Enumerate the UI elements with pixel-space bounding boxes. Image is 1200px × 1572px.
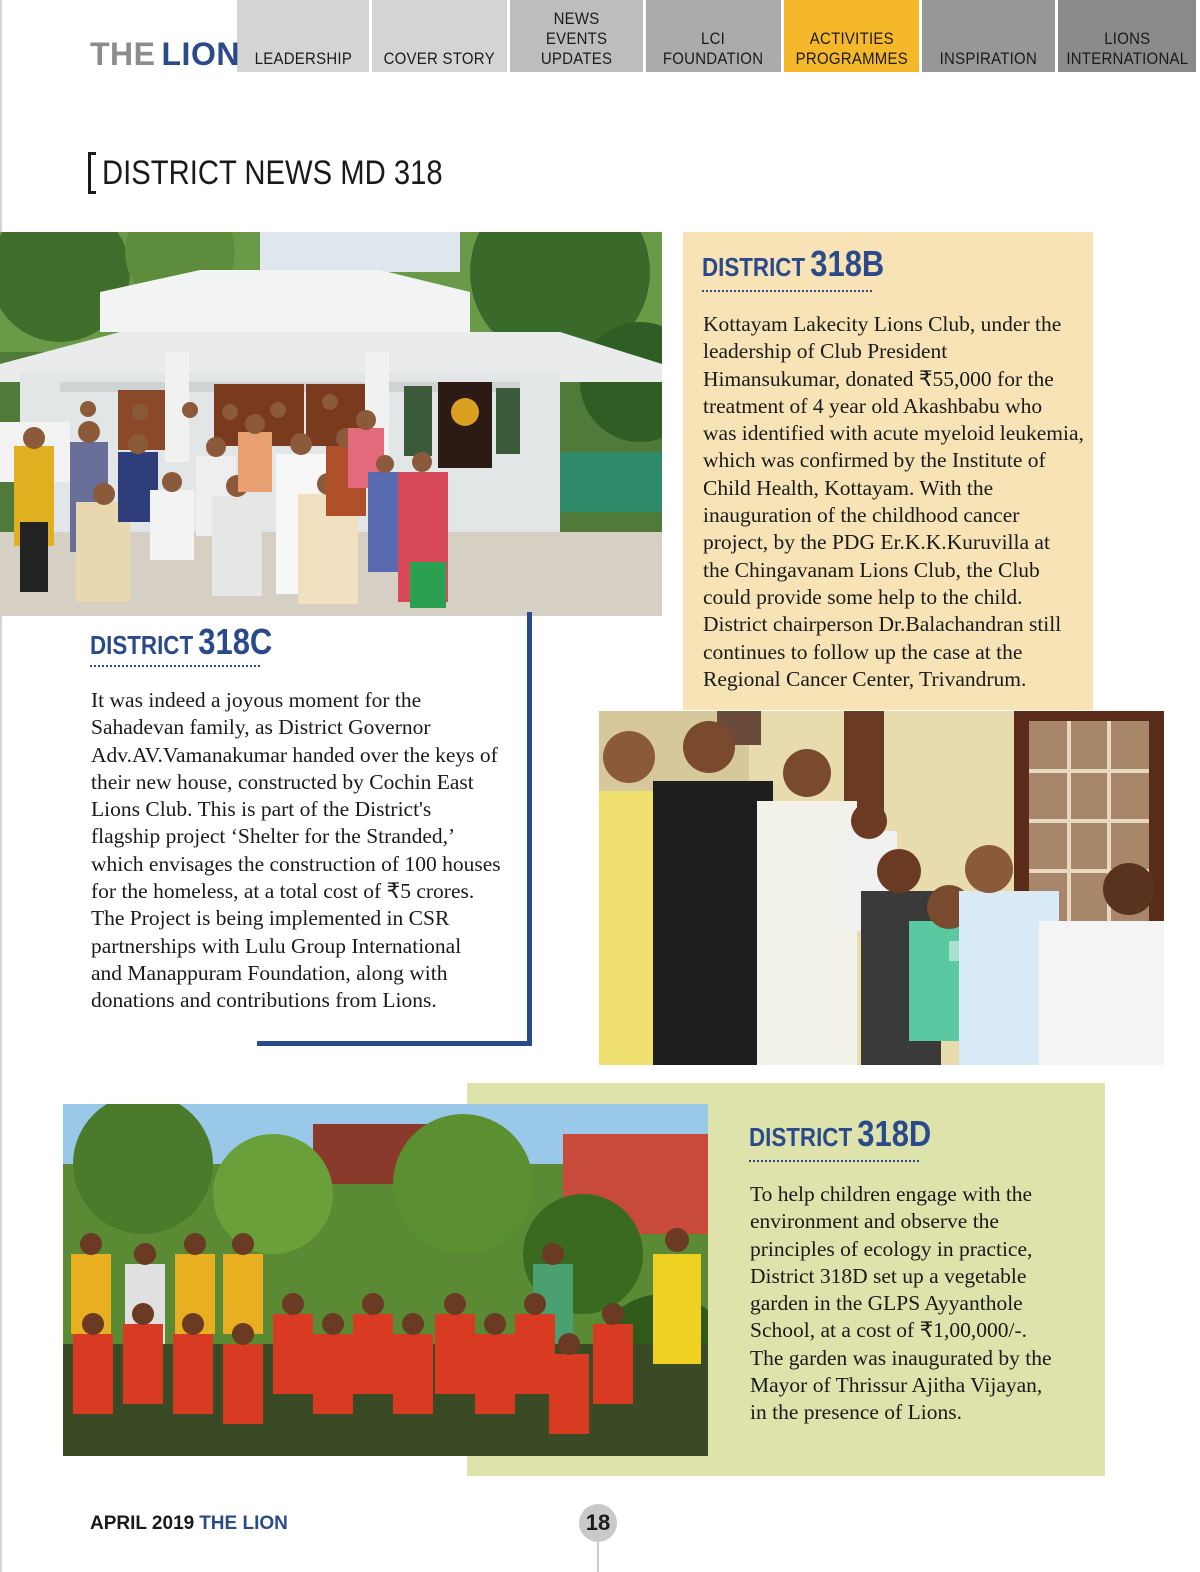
district-318b-body: [703, 311, 1083, 693]
footer-issue-date: APRIL 2019: [90, 1513, 195, 1534]
district-318c-line: which envisages the construction of 100 houses: [91, 851, 501, 876]
district-318b-line: Child Health, Kottayam. With the: [703, 475, 994, 500]
logo-word-the: THE: [90, 36, 156, 72]
district-318d-line: To help children engage with the: [750, 1182, 1033, 1206]
district-318c-dotted-rule: [90, 665, 260, 667]
nav-tab-leadership[interactable]: LEADERSHIP: [237, 0, 369, 72]
district-318c-line: It was indeed a joyous moment for the: [91, 688, 422, 712]
district-318d-line: environment and observe the: [750, 1209, 999, 1234]
nav-tab-activities-programmes[interactable]: ACTIVITIES PROGRAMMES: [784, 0, 919, 72]
district-318c-frame-bottom: [257, 1041, 532, 1046]
district-318b-heading-number: 318B: [810, 243, 885, 284]
district-318b-line: leadership of Club President: [703, 339, 948, 364]
district-318d-line: The garden was inaugurated by the: [750, 1345, 1052, 1370]
district-318c-heading-number: 318C: [198, 621, 273, 662]
footer-magazine-name: THE LION: [199, 1513, 288, 1534]
page-number-stem: [597, 1542, 599, 1572]
district-318b-line: continues to follow up the case at the: [703, 639, 1023, 664]
district-318d-line: garden in the GLPS Ayyanthole: [750, 1291, 1023, 1316]
district-318b-paragraph: [703, 311, 1083, 693]
magazine-logo[interactable]: [90, 38, 240, 70]
district-318c-paragraph: [91, 687, 521, 1015]
section-title: [88, 150, 498, 196]
district-318c-line: Sahadevan family, as District Governor: [91, 715, 431, 740]
district-318c-line: Adv.AV.Vamanakumar handed over the keys of: [91, 742, 498, 767]
district-318d-heading-number: 318D: [857, 1113, 932, 1154]
district-318c-line: their new house, constructed by Cochin East: [91, 769, 474, 794]
district-318c-frame-right: [527, 612, 532, 1046]
district-318c-heading: [90, 621, 273, 662]
photo-child-treatment-visit: [599, 711, 1164, 1065]
district-318d-line: Mayor of Thrissur Ajitha Vijayan,: [750, 1373, 1043, 1398]
photo-school-vegetable-garden: [63, 1104, 708, 1456]
district-318d-paragraph: [750, 1181, 1090, 1427]
district-318d-heading: [749, 1113, 932, 1154]
district-318c-line: partnerships with Lulu Group International: [91, 933, 462, 958]
page-number: 18: [579, 1504, 617, 1542]
district-318b-line: Himansukumar, donated ₹55,000 for the: [703, 366, 1054, 391]
district-318c-body: [91, 687, 521, 1015]
district-318b-line: inauguration of the childhood cancer: [703, 503, 1020, 528]
district-318c-line: Lions Club. This is part of the District's: [91, 797, 432, 822]
district-318c-line: and Manappuram Foundation, along with: [91, 960, 448, 985]
district-318b-line: District chairperson Dr.Balachandran still: [703, 612, 1062, 637]
district-318d-line: District 318D set up a vegetable: [750, 1263, 1027, 1288]
district-318b-line: was identified with acute myeloid leukemia,: [703, 421, 1084, 446]
section-title-text: DISTRICT NEWS MD 318: [102, 153, 443, 192]
district-318d-body: [750, 1181, 1090, 1427]
nav-tab-inspiration[interactable]: INSPIRATION: [922, 0, 1055, 72]
district-318b-line: the Chingavanam Lions Club, the Club: [703, 557, 1040, 582]
district-318b-line: Regional Cancer Center, Trivandrum.: [703, 666, 1027, 691]
nav-tab-news-events-updates[interactable]: NEWS EVENTS UPDATES: [510, 0, 643, 72]
district-318c-line: The Project is being implemented in CSR: [91, 906, 450, 931]
title-bracket: [88, 152, 96, 194]
page-footer: [90, 1513, 288, 1535]
logo-word-lion: LION: [161, 36, 240, 72]
district-318d-line: School, at a cost of ₹1,00,000/-.: [750, 1318, 1028, 1343]
district-318c-line: flagship project ‘Shelter for the Stranded,’: [91, 824, 456, 849]
district-318c-line: for the homeless, at a total cost of ₹5 crores.: [91, 879, 475, 904]
district-318d-line: principles of ecology in practice,: [750, 1236, 1033, 1261]
district-318b-line: Kottayam Lakecity Lions Club, under the: [703, 312, 1062, 336]
nav-tab-lions-international[interactable]: LIONS INTERNATIONAL: [1058, 0, 1196, 72]
photo-house-handover: [0, 232, 662, 616]
district-318c-heading-word: DISTRICT: [90, 630, 194, 660]
district-318b-heading-word: DISTRICT: [702, 252, 806, 282]
district-318d-line: in the presence of Lions.: [750, 1400, 962, 1425]
district-318b-line: which was confirmed by the Institute of: [703, 448, 1046, 473]
district-318d-dotted-rule: [749, 1160, 919, 1162]
nav-tab-lci-foundation[interactable]: LCI FOUNDATION: [646, 0, 781, 72]
district-318c-line: donations and contributions from Lions.: [91, 988, 437, 1013]
district-318b-line: project, by the PDG Er.K.K.Kuruvilla at: [703, 530, 1050, 555]
district-318b-dotted-rule: [702, 290, 872, 292]
district-318b-heading: [702, 243, 885, 284]
nav-tab-cover-story[interactable]: COVER STORY: [372, 0, 507, 72]
district-318b-line: could provide some help to the child.: [703, 584, 1023, 609]
district-318b-line: treatment of 4 year old Akashbabu who: [703, 393, 1043, 418]
district-318d-heading-word: DISTRICT: [749, 1122, 853, 1152]
